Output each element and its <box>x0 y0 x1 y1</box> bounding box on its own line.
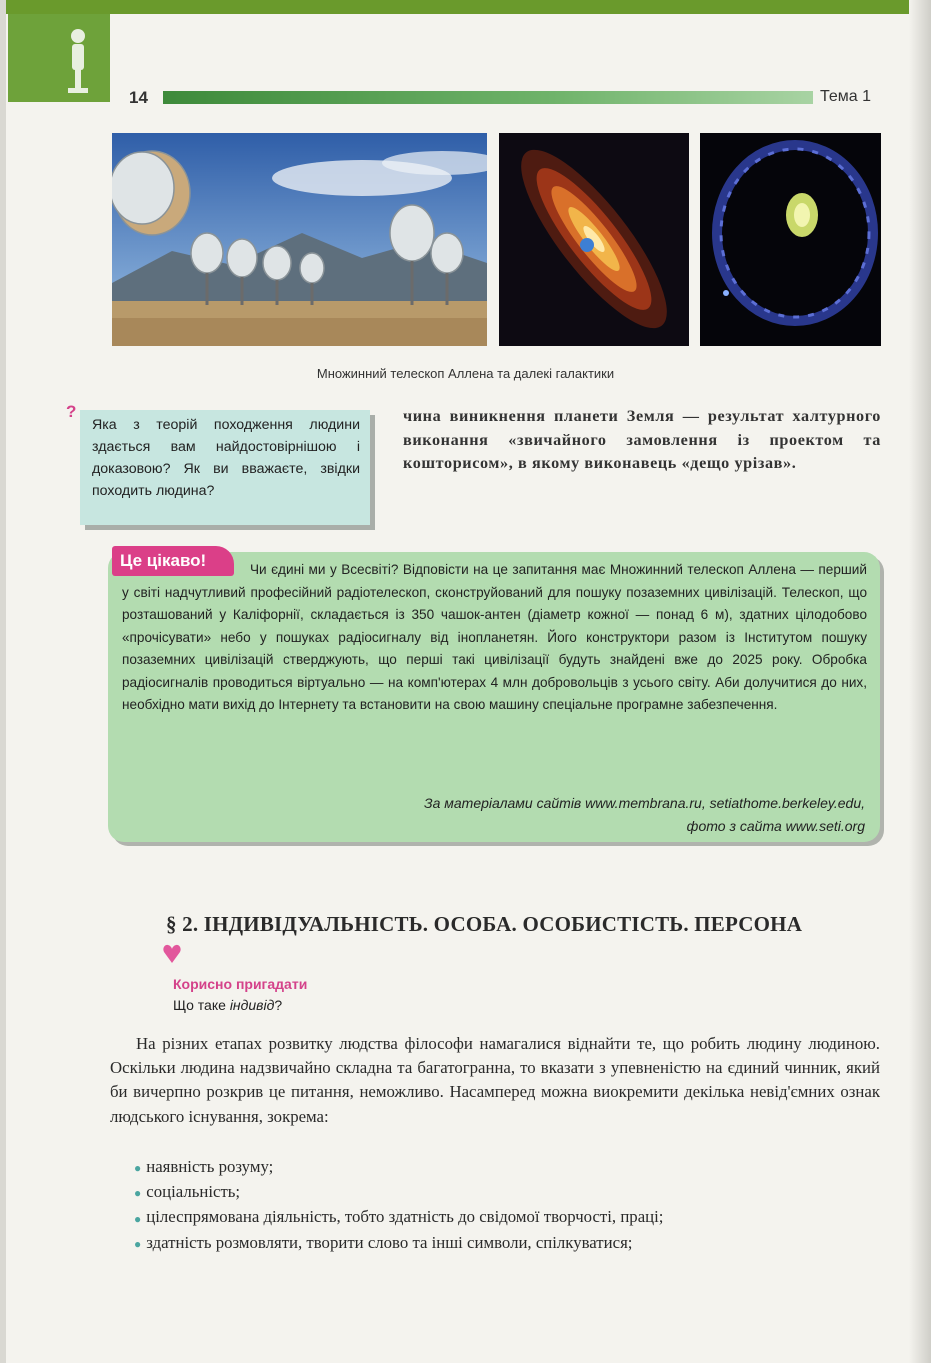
recall-question-prefix: Що таке <box>173 997 230 1013</box>
ring-galaxy-photo <box>700 133 881 346</box>
question-text: Яка з теорій походження людини здається вам найдостовірнішою і доказовою? Як ви вважаєте, звідки походить людина? <box>92 417 360 499</box>
page-number: 14 <box>129 88 148 107</box>
interesting-fact-text <box>122 559 867 717</box>
list-item <box>134 1155 884 1180</box>
question-mark-icon: ? <box>66 402 77 421</box>
figure-caption: Множинний телескоп Аллена та далекі галактики <box>316 366 615 381</box>
source-note-line1: За матеріалами сайтів www.membrana.ru, setiathome.berkeley.edu, <box>424 795 865 811</box>
page-gutter-shadow <box>909 0 931 1363</box>
top-strip <box>0 0 931 14</box>
source-note-line2: фото з сайта www.seti.org <box>686 818 865 834</box>
body-paragraph <box>110 1032 880 1129</box>
bullet-icon: ● <box>134 1161 142 1176</box>
useful-recall-label: Корисно пригадати <box>173 976 308 992</box>
list-item-text: наявність розуму; <box>146 1157 274 1176</box>
list-item-text: цілеспрямована діяльність, тобто здатність до свідомої творчості, праці; <box>146 1207 664 1227</box>
recall-question-suffix: ? <box>274 997 283 1013</box>
list-item <box>134 1205 884 1230</box>
corner-tab <box>8 14 110 102</box>
continuation-paragraph: чина виникнення планети Земля — результат халтурного виконання «звичайного замовлення із проектом та кошторисом», в якому виконавець «дещо урізав». <box>403 407 881 472</box>
interesting-fact-body: Чи єдині ми у Всесвіті? Відповісти на це запитання має Множинний телескоп Аллена — перший у світі надчутливий професійний радіотелескоп, сконструйований для пошуку позаземних цивілізацій. Телескоп, що розташований у Каліфорнії, складається із 350 чашок-антен (діаметр кожної — понад 6 м), здатних цілодобово «прочісувати» небо у пошуках радіосигналу від інопланетян. Його конструктори разом із Інститутом пошуку позаземних цивілізацій стверджують, що перші такі цивілізації будуть знайдені вже до 2025 року. Обробка радіосигналів проводиться віртуально — на комп'ютерах 4 млн добровольців з усього світу. Аби долучитися до них, необхідно мати вихід до Інтернету та встановити на свою машину спеціальне програмне забезпечення. <box>122 562 867 712</box>
heart-icon <box>163 944 181 964</box>
bullet-icon: ● <box>134 1211 142 1226</box>
header-bar <box>163 91 813 104</box>
telescope-array-photo <box>112 133 487 346</box>
list-item <box>134 1231 884 1256</box>
section-title: § 2. ІНДИВІДУАЛЬНІСТЬ. ОСОБА. ОСОБИСТІСТЬ. ПЕРСОНА <box>166 912 803 936</box>
interesting-badge: Це цікаво! <box>112 546 234 576</box>
spiral-galaxy-photo <box>499 133 689 346</box>
list-item <box>134 1180 884 1205</box>
thinker-figure-icon <box>64 26 92 96</box>
body-paragraph-text: На різних етапах розвитку людства філософи намагалися віднайти те, що робить людину людиною. Оскільки людина надзвичайно складна та багатогранна, то вказати з упевненістю на єдиний чинник, який би вичерпно розкрив це питання, неможливо. Насамперед можна виокремити декілька невід'ємних ознак людського існування, зокрема: <box>110 1034 880 1126</box>
list-item-text: здатність розмовляти, творити слово та інші символи, спілкуватися; <box>146 1232 633 1252</box>
page-left-edge <box>0 0 6 1363</box>
bullet-icon: ● <box>134 1236 142 1251</box>
bullet-icon: ● <box>134 1186 142 1201</box>
topic-label: Тема 1 <box>820 88 872 105</box>
recall-question <box>173 997 282 1013</box>
list-item-text: соціальність; <box>146 1182 241 1202</box>
features-list <box>134 1155 884 1256</box>
recall-question-term: індивід <box>229 997 275 1013</box>
